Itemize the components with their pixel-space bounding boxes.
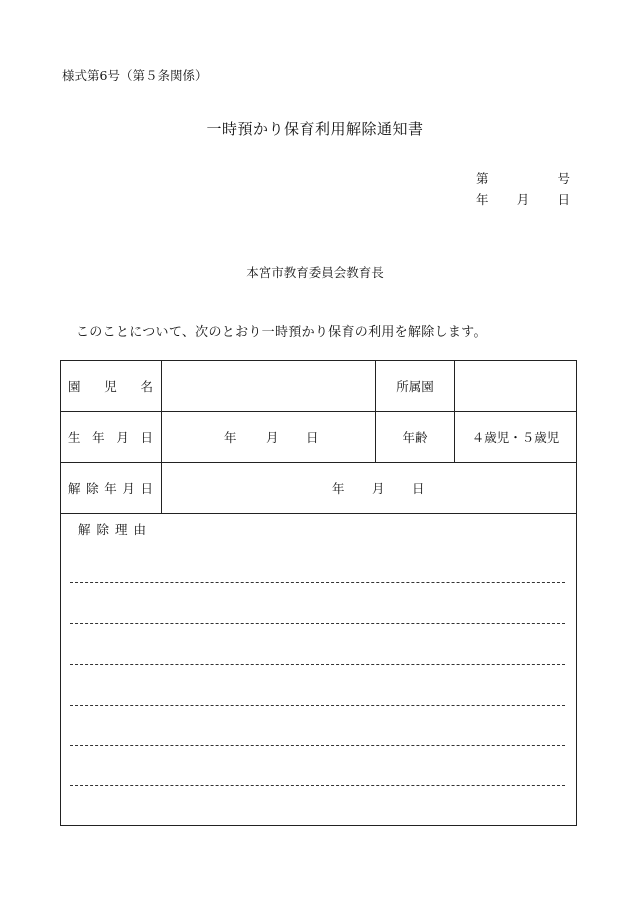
number-suffix: 号 xyxy=(557,171,570,186)
cancel-month-unit: 月 xyxy=(372,481,385,496)
cancel-year-unit: 年 xyxy=(332,481,345,496)
reason-area[interactable] xyxy=(61,514,576,825)
number-prefix: 第 xyxy=(476,171,489,186)
label-char: 園 xyxy=(68,379,81,394)
reason-line xyxy=(70,705,565,706)
birth-date-label xyxy=(61,412,162,462)
age-label: 年齢 xyxy=(376,412,455,462)
birth-year-unit: 年 xyxy=(224,430,237,445)
label-char: 解 xyxy=(68,481,81,496)
reason-line xyxy=(70,785,565,786)
label-char: 日 xyxy=(140,481,153,496)
cancel-date-label xyxy=(61,463,162,513)
cancellation-form-table xyxy=(60,360,577,826)
cancel-day-unit: 日 xyxy=(412,481,425,496)
reason-line xyxy=(70,664,565,665)
row-birth-date xyxy=(61,412,576,463)
label-char: 月 xyxy=(116,430,129,445)
label-char: 除 xyxy=(86,481,99,496)
birth-day-unit: 日 xyxy=(306,430,319,445)
birth-month-unit: 月 xyxy=(266,430,279,445)
reason-line xyxy=(70,623,565,624)
issuer-name: 本宮市教育委員会教育長 xyxy=(246,265,384,280)
reason-line xyxy=(70,582,565,583)
reason-line xyxy=(70,745,565,746)
child-name-field[interactable] xyxy=(162,361,376,411)
document-number-line xyxy=(476,169,570,187)
cancel-date-field[interactable] xyxy=(162,463,576,513)
row-child-name xyxy=(61,361,576,412)
birth-date-field[interactable] xyxy=(162,412,376,462)
label-char: 名 xyxy=(140,379,153,394)
label-char: 月 xyxy=(122,481,135,496)
reason-label: 解除理由 xyxy=(78,522,153,537)
notice-text: このことについて、次のとおり一時預かり保育の利用を解除します。 xyxy=(76,325,487,340)
label-char: 生 xyxy=(68,430,81,445)
label-char: 年 xyxy=(104,481,117,496)
school-field[interactable] xyxy=(455,361,576,411)
issue-day-unit: 日 xyxy=(557,192,570,207)
age-options[interactable]: ４歳児・５歳児 xyxy=(471,430,560,445)
child-name-label xyxy=(61,361,162,411)
form-number: 様式第6号（第５条関係） xyxy=(62,68,208,83)
label-char: 年 xyxy=(92,430,105,445)
issue-year-unit: 年 xyxy=(476,192,489,207)
row-cancel-date xyxy=(61,463,576,514)
label-char: 児 xyxy=(104,379,117,394)
issue-date-line xyxy=(476,190,570,208)
label-char: 日 xyxy=(140,430,153,445)
school-label: 所属園 xyxy=(376,361,455,411)
document-title: 一時預かり保育利用解除通知書 xyxy=(206,120,424,138)
issue-month-unit: 月 xyxy=(516,192,530,207)
